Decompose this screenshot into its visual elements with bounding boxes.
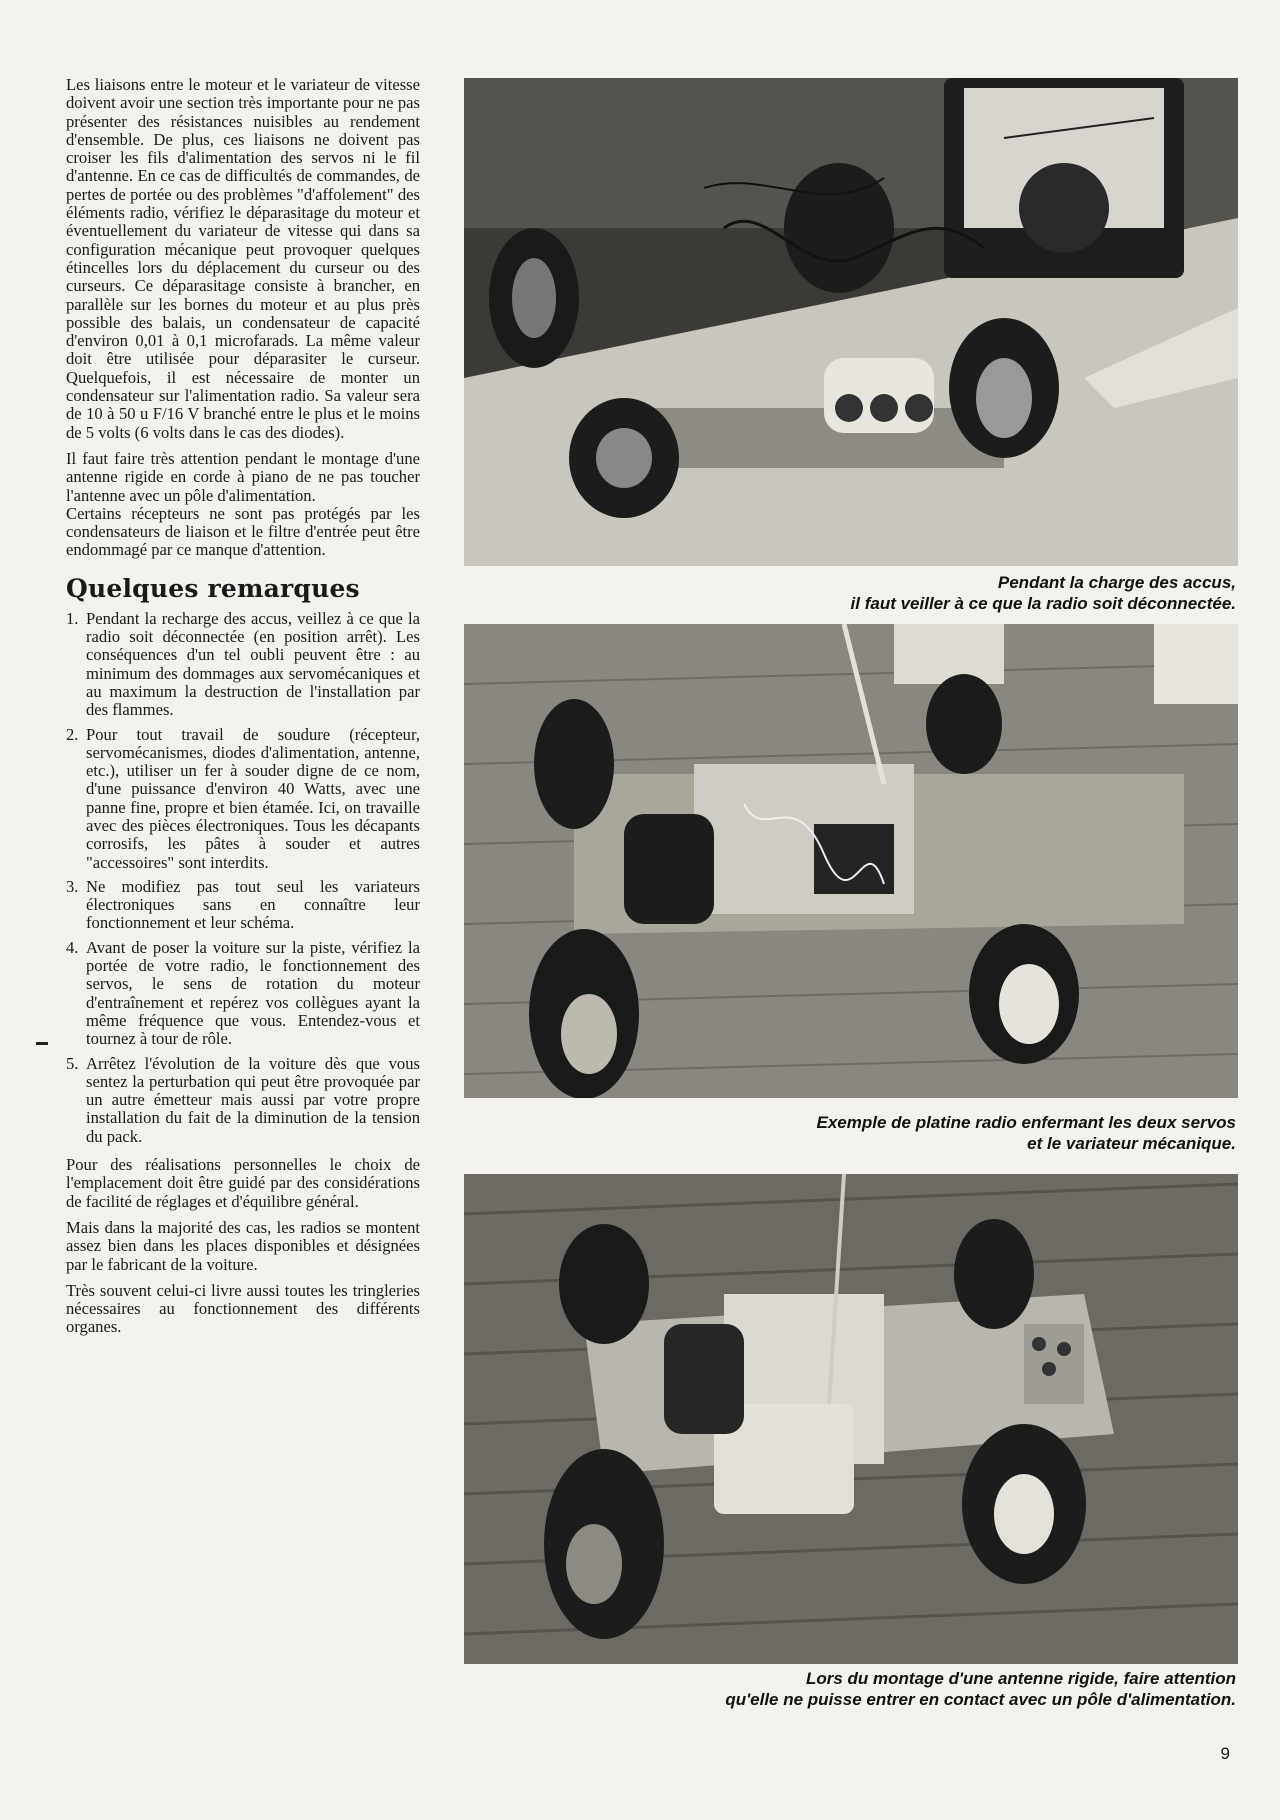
remark-item [66, 939, 420, 1049]
left-text-column [66, 76, 420, 1345]
photo-rigid-antenna [464, 1174, 1238, 1664]
margin-mark [36, 1042, 48, 1045]
caption-line: qu'elle ne puisse entrer en contact avec un pôle d'alimentation. [725, 1690, 1236, 1709]
remark-number: 5. [66, 1053, 79, 1073]
remark-number: 4. [66, 937, 79, 957]
caption-line: il faut veiller à ce que la radio soit déconnectée. [850, 594, 1236, 613]
photo-2-caption [476, 1112, 1236, 1154]
remark-text: Avant de poser la voiture sur la piste, vérifiez la portée de votre radio, le fonctionnement des servos, le sens de rotation du moteur d'entraînement et repérez vos collègues ayant la même fréquence que vous. Entendez-vous et tournez à tour de rôle. [86, 937, 420, 1049]
paragraph-1: Les liaisons entre le moteur et le variateur de vitesse doivent avoir une section très importante pour ne pas présenter des résistances nuisibles au rendement d'ensemble. De plus, ces liaisons ne doivent pas croiser les fils d'alimentation des servos ni le fil d'antenne. En ce cas de difficultés de commandes, de pertes de portée ou des problèmes "d'affolement" des éléments radio, vérifiez le déparasitage du moteur et éventuellement du variateur de vitesse qui dans sa configuration mécanique peut provoquer quelques étincelles lors du déplacement du curseur ou des curseurs. Ce déparasitage consiste à brancher, en parallèle sur les bornes du moteur et au plus près possible des balais, un condensateur de capacité d'environ 0,01 à 0,1 microfarads. La même valeur doit être utilisée pour déparasiter le curseur. Quelquefois, il est nécessaire de monter un condensateur sur l'alimentation radio. Sa valeur sera de 10 à 50 u F/16 V branché entre le plus et le moins de 5 volts (6 volts dans le cas des diodes). [66, 75, 420, 442]
section-title: Quelques remarques [66, 573, 360, 603]
photo-car-charging-image [464, 78, 1238, 566]
photo-1-caption [476, 572, 1236, 614]
remark-number: 2. [66, 724, 79, 744]
remark-text: Ne modifiez pas tout seul les variateurs électroniques sans en connaître leur fonctionnement et leur schéma. [86, 876, 420, 933]
paragraph-4: Pour des réalisations personnelles le choix de l'emplacement doit être guidé par des considérations de facilité de réglages et d'équilibre général. [66, 1155, 420, 1211]
remark-number: 3. [66, 876, 79, 896]
remark-item [66, 878, 420, 933]
remark-text: Pendant la recharge des accus, veillez à ce que la radio soit déconnectée (en position arrêt). Les conséquences d'un tel oubli peuvent être : au minimum des dommages aux servomécaniques et au maximum la destruction de l'installation par des flammes. [86, 608, 420, 720]
paragraph-3: Certains récepteurs ne sont pas protégés par les condensateurs de liaison et le filtre d'entrée peut être endommagé par ce manque d'attention. [66, 503, 420, 560]
photo-3-caption [476, 1668, 1236, 1710]
caption-line: Exemple de platine radio enfermant les deux servos [816, 1113, 1236, 1132]
photo-radio-plate-image [464, 624, 1238, 1098]
remark-text: Pour tout travail de soudure (récepteur, servomécanismes, diodes d'alimentation, antenne, etc.), utiliser un fer à souder digne de ce nom, d'une puissance d'environ 40 Watts, avec une panne fine, propre et bien étamée. Ici, on travaille avec des pièces électroniques. Tous les décapants corrosifs, les pâtes à souder et autres "accessoires" sont interdits. [86, 724, 420, 872]
caption-line: Pendant la charge des accus, [997, 573, 1236, 592]
remark-item [66, 1055, 420, 1146]
paragraph-6: Très souvent celui-ci livre aussi toutes les tringleries nécessaires au fonctionnement des différents organes. [66, 1280, 420, 1337]
remarks-list [66, 610, 420, 1146]
page-number: 9 [1220, 1744, 1230, 1763]
paragraph-2: Il faut faire très attention pendant le montage d'une antenne rigide en corde à piano de ne pas toucher l'antenne avec un pôle d'alimentation. [66, 448, 420, 505]
photo-rigid-antenna-image [464, 1174, 1238, 1664]
photo-car-charging [464, 78, 1238, 566]
paragraph-5: Mais dans la majorité des cas, les radios se montent assez bien dans les places disponibles et désignées par le fabricant de la voiture. [66, 1217, 420, 1274]
remark-number: 1. [66, 608, 79, 628]
remark-item [66, 610, 420, 720]
remark-text: Arrêtez l'évolution de la voiture dès que vous sentez la perturbation qui peut être provoquée par un autre émetteur mais aussi par votre propre installation du fait de la diminution de la tension du pack. [86, 1053, 420, 1146]
caption-line: Lors du montage d'une antenne rigide, faire attention [805, 1669, 1236, 1688]
remark-item [66, 726, 420, 872]
photo-radio-plate [464, 624, 1238, 1098]
caption-line: et le variateur mécanique. [1027, 1134, 1236, 1153]
